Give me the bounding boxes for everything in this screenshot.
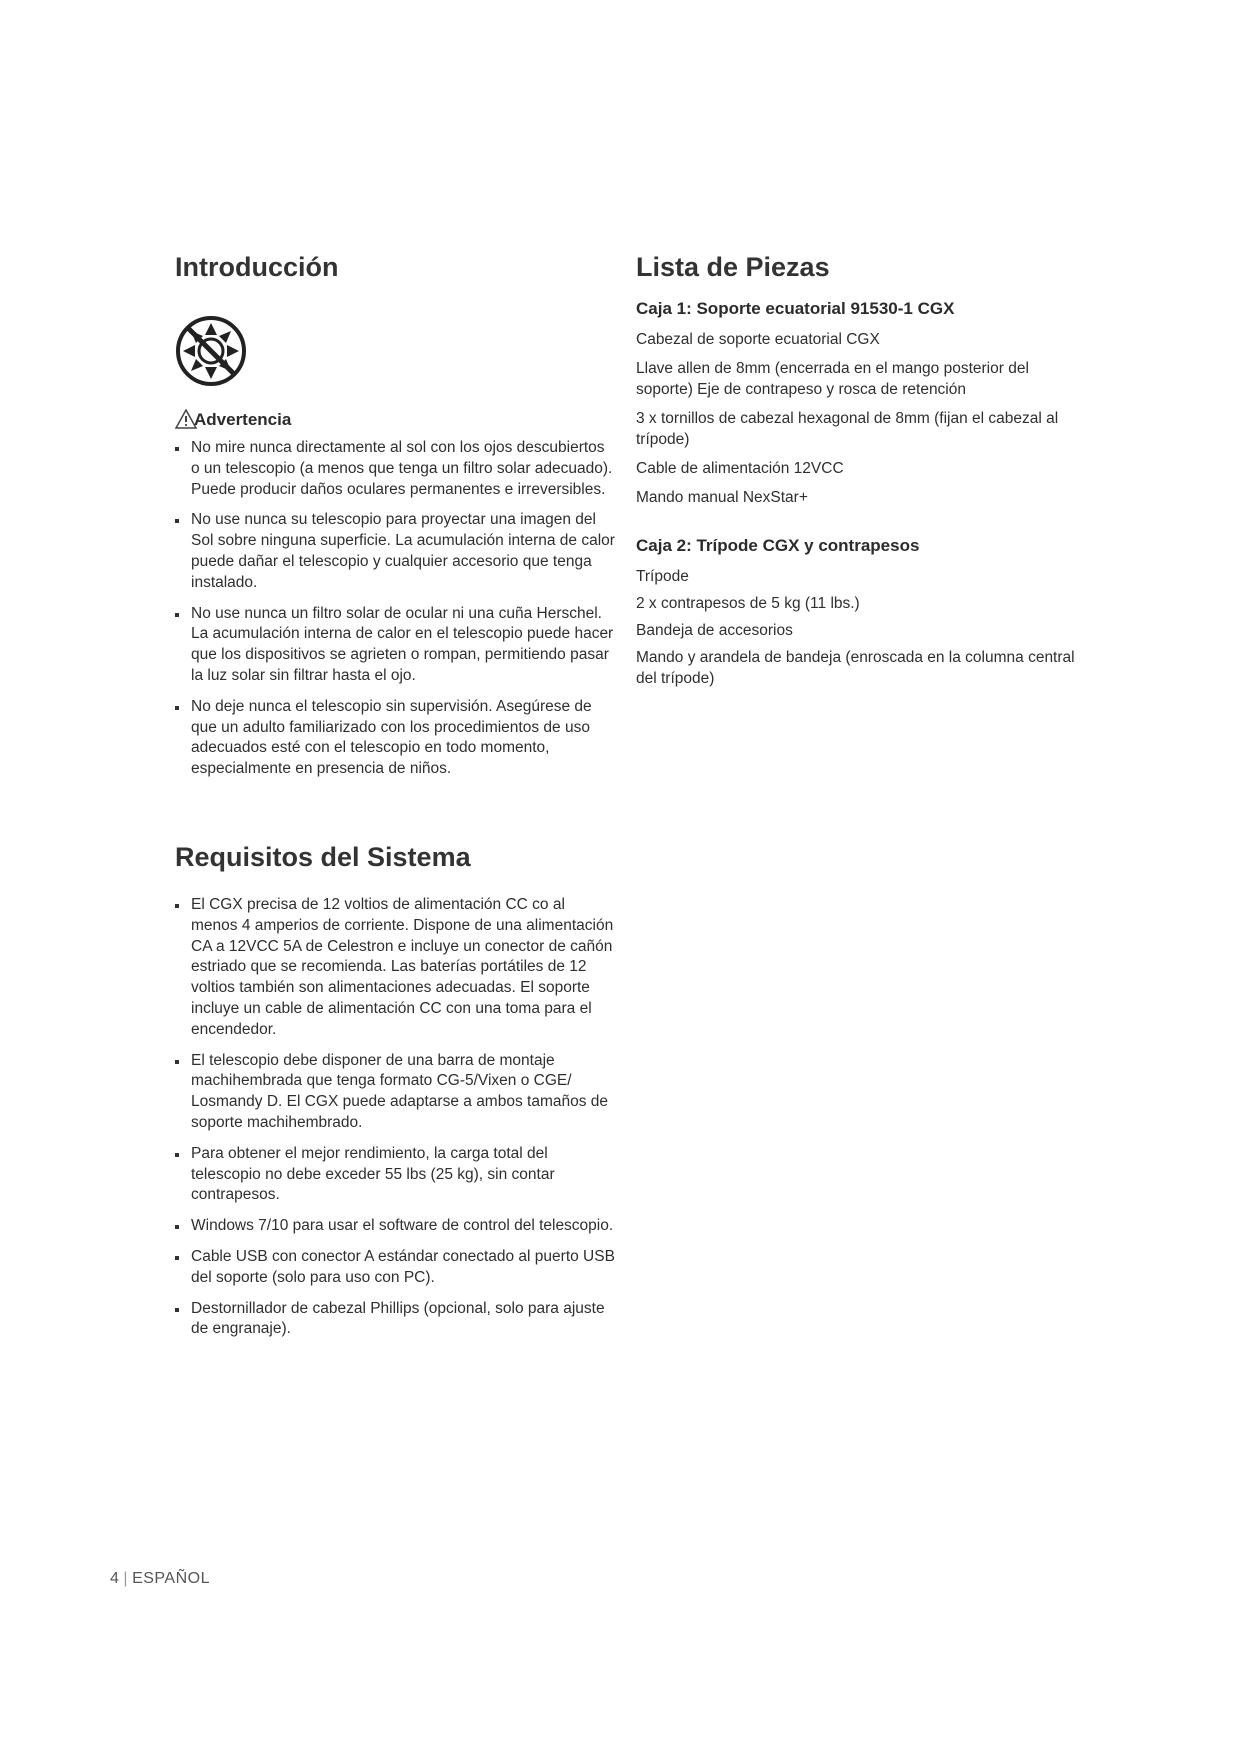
list-item: Destornillador de cabezal Phillips (opcional, solo para ajuste de engranaje). (175, 1299, 615, 1341)
list-item: Cable USB con conector A estándar conectado al puerto USB del soporte (solo para uso con PC). (175, 1247, 615, 1289)
intro-title: Introducción (175, 252, 339, 282)
warning-list (175, 438, 615, 780)
list-item: El CGX precisa de 12 voltios de alimentación CC co al menos 4 amperios de corriente. Dispone de una alimentación CA a 12VCC 5A de Celestron e incluye un conector de cañón estriado que se recomienda. Las baterías portátiles de 12 voltios también son alimentaciones adecuadas. El soporte incluye un cable de alimentación CC con una toma para el encendedor. (175, 895, 615, 1041)
list-item: No use nunca su telescopio para proyectar una imagen del Sol sobre ninguna superficie. La acumulación interna de calor puede dañar el telescopio y cualquier accesorio que tenga instalado. (175, 510, 615, 593)
parts-section (636, 252, 1076, 689)
intro-section (175, 252, 615, 790)
list-item: Para obtener el mejor rendimiento, la carga total del telescopio no debe exceder 55 lbs (25 kg), sin contar contrapesos. (175, 1144, 615, 1206)
page-footer (110, 1570, 210, 1588)
box1-item: Cable de alimentación 12VCC (636, 460, 844, 477)
box2-item: Mando y arandela de bandeja (enroscada en la columna central del trípode) (636, 649, 1075, 687)
box2-item: Bandeja de accesorios (636, 622, 793, 639)
no-sun-icon (175, 315, 247, 387)
warning-title: Advertencia (194, 410, 292, 429)
parts-title: Lista de Piezas (636, 252, 830, 282)
box1-item: Cabezal de soporte ecuatorial CGX (636, 331, 880, 348)
list-item: No use nunca un filtro solar de ocular ni una cuña Herschel. La acumulación interna de calor en el telescopio puede hacer que los dispositivos se agrieten o rompan, permitiendo pasar la luz solar sin filtrar hasta el ojo. (175, 604, 615, 687)
footer-language: ESPAÑOL (132, 1570, 210, 1587)
box1-title: Caja 1: Soporte ecuatorial 91530-1 CGX (636, 299, 955, 318)
box2-title: Caja 2: Trípode CGX y contrapesos (636, 536, 920, 555)
list-item: No mire nunca directamente al sol con los ojos descubiertos o un telescopio (a menos que tenga un filtro solar adecuado). Puede producir daños oculares permanentes e irreversibles. (175, 438, 615, 500)
box1-item: Mando manual NexStar+ (636, 489, 808, 506)
box1-item: 3 x tornillos de cabezal hexagonal de 8mm (fijan el cabezal al trípode) (636, 410, 1059, 448)
list-item: Windows 7/10 para usar el software de control del telescopio. (175, 1216, 615, 1237)
requirements-section (175, 842, 615, 1350)
requirements-list (175, 895, 615, 1340)
box1-item: Llave allen de 8mm (encerrada en el mango posterior del soporte) Eje de contrapeso y rosca de retención (636, 360, 1029, 398)
list-item: El telescopio debe disponer de una barra de montaje machihembrada que tenga formato CG-5/Vixen o CGE/ Losmandy D. El CGX puede adaptarse a ambos tamaños de soporte machihembrado. (175, 1051, 615, 1134)
list-item: No deje nunca el telescopio sin supervisión. Asegúrese de que un adulto familiarizado con los procedimientos de uso adecuados esté con el telescopio en todo momento, especialmente en presencia de niños. (175, 697, 615, 780)
warning-heading (175, 409, 615, 430)
requirements-title: Requisitos del Sistema (175, 842, 471, 872)
box2-item: Trípode (636, 568, 689, 585)
page-number: 4 (110, 1570, 120, 1587)
footer-separator: | (123, 1570, 129, 1587)
box2-item: 2 x contrapesos de 5 kg (11 lbs.) (636, 595, 860, 612)
